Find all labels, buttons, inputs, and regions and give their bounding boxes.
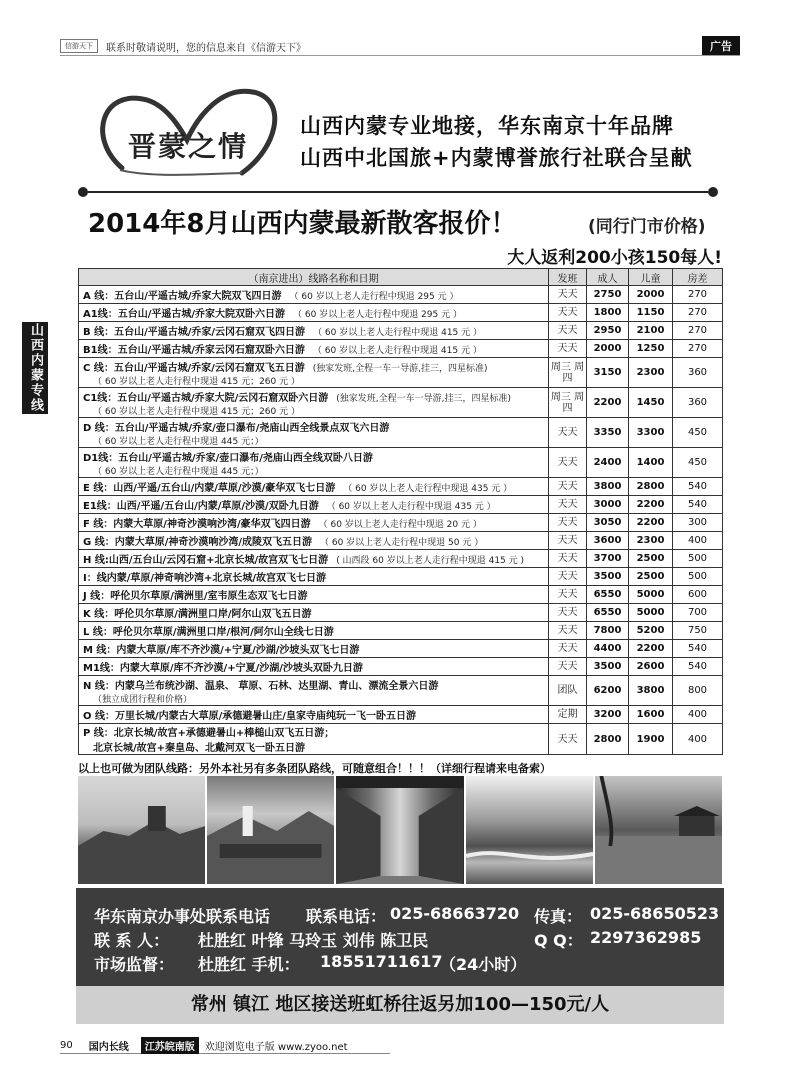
pickup-surcharge-banner: 常州 镇江 地区接送班虹桥往返另加100—150元/人 [76, 986, 724, 1024]
cell-route [79, 604, 549, 622]
cell-adult-price: 2800 [587, 724, 629, 755]
cell-schedule: 周三 周四 [549, 358, 587, 388]
headline-title: 2014年8月山西内蒙最新散客报价！ [88, 209, 517, 239]
route-note: （ 60 岁以上老人走行程中现退 435 元 ） [343, 484, 513, 494]
cell-adult-price: 3000 [587, 496, 629, 514]
cell-route [79, 388, 549, 418]
photo-strip [78, 776, 722, 884]
supervisor-name: 杜胜红 手机： [198, 955, 300, 974]
cell-route [79, 640, 549, 658]
table-row [79, 724, 723, 755]
cell-room-diff: 300 [673, 514, 723, 532]
cell-child-price: 1150 [629, 304, 673, 322]
cell-child-price: 5000 [629, 586, 673, 604]
cell-child-price: 1450 [629, 388, 673, 418]
route-name: D 线：五台山/平遥古城/乔家/壶口瀑布/尧庙山西全线景点双飞六日游 [83, 422, 390, 434]
table-row [79, 706, 723, 724]
cell-room-diff: 540 [673, 640, 723, 658]
cell-schedule: 天天 [549, 496, 587, 514]
cell-schedule: 天天 [549, 724, 587, 755]
cell-room-diff: 540 [673, 478, 723, 496]
supervisor-label: 市场监督： [94, 955, 175, 974]
cell-schedule: 天天 [549, 586, 587, 604]
cell-room-diff: 450 [673, 418, 723, 448]
headline-note: (同行门市价格) [588, 217, 706, 237]
cell-route [79, 658, 549, 676]
cell-child-price: 3300 [629, 418, 673, 448]
cell-adult-price: 3600 [587, 532, 629, 550]
route-sub-note: （ 60 岁以上老人走行程中现退 415 元；260 元 ） [93, 406, 300, 417]
photo-ancient-city [78, 776, 205, 884]
table-row [79, 286, 723, 304]
cell-child-price: 2200 [629, 514, 673, 532]
contact-block [76, 888, 724, 986]
route-name: A1线：五台山/平遥古城/乔家大院双卧六日游 [83, 309, 286, 320]
route-name: I：线内蒙/草原/神奇响沙湾+北京长城/故宫双飞七日游 [83, 573, 327, 584]
cell-room-diff: 540 [673, 496, 723, 514]
route-name: N 线：内蒙乌兰布统沙湖、温泉、 草原、石林、达里湖、青山、漂流全景六日游 [83, 680, 439, 692]
route-name: A 线：五台山/平遥古城/乔家大院双飞四日游 [83, 291, 282, 302]
cell-room-diff: 500 [673, 550, 723, 568]
cell-schedule: 天天 [549, 568, 587, 586]
table-row [79, 622, 723, 640]
route-note: （ 60 岁以上老人走行程中现退 435 元 ） [326, 502, 496, 512]
cell-adult-price: 2750 [587, 286, 629, 304]
cell-schedule: 天天 [549, 448, 587, 478]
cell-schedule: 天天 [549, 418, 587, 448]
route-name: M 线：内蒙大草原/库不齐沙漠/+宁夏/沙湖/沙坡头双飞七日游 [83, 645, 360, 656]
cell-route [79, 622, 549, 640]
edition-badge: 江苏皖南版 [141, 1037, 199, 1054]
table-row [79, 568, 723, 586]
cell-room-diff: 400 [673, 532, 723, 550]
route-sub-note: （ 60 岁以上老人走行程中现退 415 元；260 元 ） [93, 376, 300, 387]
table-row [79, 658, 723, 676]
photo-temple-mountain [207, 776, 334, 884]
section-side-tab: 山西内蒙专线 [22, 322, 48, 414]
cell-route [79, 532, 549, 550]
bottom-bar [60, 1038, 390, 1054]
cell-schedule: 天天 [549, 622, 587, 640]
cell-child-price: 1600 [629, 706, 673, 724]
route-name: C 线：五台山/平遥古城/乔家/云冈石窟双飞五日游 [83, 362, 305, 374]
route-note: ( 山西段 60 岁以上老人走行程中现退 415 元 ) [336, 556, 525, 566]
cell-room-diff: 270 [673, 286, 723, 304]
cell-room-diff: 600 [673, 586, 723, 604]
route-name-line2: 北京长城/故宫+秦皇岛、北戴河双飞一卧五日游 [93, 743, 306, 754]
cell-route [79, 304, 549, 322]
cell-room-diff: 360 [673, 388, 723, 418]
table-row [79, 514, 723, 532]
cell-route [79, 340, 549, 358]
route-name: D1线：五台山/平遥古城/乔家/壶口瀑布/尧庙山西全线双卧八日游 [83, 452, 373, 464]
cell-schedule: 天天 [549, 640, 587, 658]
table-row [79, 448, 723, 478]
table-row [79, 340, 723, 358]
table-row [79, 496, 723, 514]
cell-room-diff: 360 [673, 358, 723, 388]
ornamental-divider [76, 185, 720, 199]
header-schedule: 发班 [549, 269, 587, 286]
cell-adult-price: 1800 [587, 304, 629, 322]
route-name: E 线：山西/平遥/五台山/内蒙/草原/沙漠/豪华双飞七日游 [83, 483, 336, 494]
table-row [79, 604, 723, 622]
cell-schedule: 团队 [549, 676, 587, 706]
cell-adult-price: 6550 [587, 604, 629, 622]
route-note: （ 60 岁以上老人走行程中现退 295 元 ） [293, 310, 462, 320]
cell-adult-price: 2200 [587, 388, 629, 418]
route-note: （ 60 岁以上老人走行程中现退 415 元 ） [312, 346, 482, 356]
route-name: C1线：五台山/平遥古城/乔家大院/云冈石窟双卧六日游 [83, 392, 329, 404]
cell-child-price: 5200 [629, 622, 673, 640]
cell-child-price: 2500 [629, 568, 673, 586]
cell-adult-price: 2950 [587, 322, 629, 340]
cell-room-diff: 800 [673, 676, 723, 706]
contact-people: 杜胜红 叶锋 马玲玉 刘伟 陈卫民 [198, 931, 429, 950]
route-name: B1线：五台山/平遥古城/乔家云冈石窟双卧六日游 [83, 345, 305, 356]
supervisor-mobile: 18551711617 [320, 952, 443, 971]
table-row [79, 418, 723, 448]
cell-schedule: 天天 [549, 532, 587, 550]
cell-room-diff: 270 [673, 304, 723, 322]
photo-grassland-river [466, 776, 593, 884]
contact-row-supervisor [94, 952, 724, 976]
header-route: （南京进出）线路名称和日期 [79, 269, 549, 286]
ad-label: 广告 [702, 36, 740, 56]
table-row [79, 550, 723, 568]
cell-room-diff: 270 [673, 340, 723, 358]
cell-schedule: 周三 周四 [549, 388, 587, 418]
cell-schedule: 天天 [549, 550, 587, 568]
table-row [79, 304, 723, 322]
cell-route [79, 676, 549, 706]
section-name: 国内长线 [88, 1042, 129, 1053]
cell-schedule: 天天 [549, 478, 587, 496]
table-row [79, 388, 723, 418]
cell-child-price: 1900 [629, 724, 673, 755]
cell-adult-price: 3500 [587, 568, 629, 586]
cell-child-price: 1400 [629, 448, 673, 478]
cell-child-price: 2300 [629, 358, 673, 388]
cell-adult-price: 4400 [587, 640, 629, 658]
cell-adult-price: 2000 [587, 340, 629, 358]
cell-schedule: 定期 [549, 706, 587, 724]
cell-room-diff: 450 [673, 448, 723, 478]
fax-number: 025-68650523 [590, 904, 720, 923]
cell-room-diff: 540 [673, 658, 723, 676]
header-adult: 成人 [587, 269, 629, 286]
cell-child-price: 2200 [629, 496, 673, 514]
contact-row-people [94, 928, 724, 952]
cell-room-diff: 270 [673, 322, 723, 340]
cell-child-price: 2500 [629, 550, 673, 568]
header-child: 儿童 [629, 269, 673, 286]
fax-label: 传真： [534, 907, 583, 926]
route-name: E1线：山西/平遥/五台山/内蒙/草原/沙漠/双卧九日游 [83, 501, 319, 512]
photo-lake-pavilion [595, 776, 722, 884]
cell-room-diff: 750 [673, 622, 723, 640]
cell-adult-price: 3350 [587, 418, 629, 448]
route-sub-note: （ 60 岁以上老人走行程中现退 445 元；） [93, 466, 264, 477]
cell-route [79, 706, 549, 724]
table-row [79, 322, 723, 340]
cell-schedule: 天天 [549, 304, 587, 322]
route-note: （ 60 岁以上老人走行程中现退 20 元 ） [318, 520, 482, 530]
cell-adult-price: 3800 [587, 478, 629, 496]
table-row [79, 478, 723, 496]
route-note: (独家发班,全程一车一导游,挂三，四星标准) [336, 393, 512, 404]
cell-route [79, 568, 549, 586]
cell-child-price: 2800 [629, 478, 673, 496]
cell-child-price: 1250 [629, 340, 673, 358]
route-name: P 线：北京长城/故宫+承德避暑山+棒槌山双飞五日游； [83, 728, 335, 739]
route-note: （ 60 岁以上老人走行程中现退 415 元 ） [313, 328, 482, 338]
route-name: H 线:山西/五台山/云冈石窟+北京长城/故宫双飞七日游 [83, 555, 329, 566]
cell-route [79, 358, 549, 388]
photo-courtyard-alley [336, 776, 463, 884]
cell-adult-price: 3700 [587, 550, 629, 568]
rebate-text: 大人返利200小孩150每人! [507, 248, 722, 268]
table-row [79, 358, 723, 388]
route-name: L 线：呼伦贝尔草原/满洲里口岸/根河/阿尔山全线七日游 [83, 627, 334, 638]
route-name: G 线：内蒙大草原/神奇沙漠响沙湾/成陵双飞五日游 [83, 537, 312, 548]
route-name: J 线：呼伦贝尔草原/满洲里/室韦原生态双飞七日游 [83, 591, 308, 602]
qq-number: 2297362985 [590, 928, 702, 947]
phone-label: 联系电话： [306, 907, 387, 926]
table-header-row [79, 269, 723, 286]
cell-route [79, 724, 549, 755]
contact-row-phone [94, 904, 724, 928]
cell-child-price: 2200 [629, 640, 673, 658]
cell-adult-price: 7800 [587, 622, 629, 640]
cell-child-price: 5000 [629, 604, 673, 622]
table-row [79, 640, 723, 658]
cell-child-price: 3800 [629, 676, 673, 706]
brand-slogan-2: 山西中北国旅+内蒙博誉旅行社联合呈献 [300, 146, 693, 170]
page-number: 90 [60, 1040, 73, 1051]
cell-adult-price: 2400 [587, 448, 629, 478]
cell-route [79, 586, 549, 604]
route-name: K 线：呼伦贝尔草原/满洲里口岸/阿尔山双飞五日游 [83, 609, 312, 620]
cell-route [79, 448, 549, 478]
cell-child-price: 2300 [629, 532, 673, 550]
cell-adult-price: 6200 [587, 676, 629, 706]
cell-route [79, 322, 549, 340]
cell-adult-price: 3500 [587, 658, 629, 676]
cell-adult-price: 3150 [587, 358, 629, 388]
header-room: 房差 [673, 269, 723, 286]
price-table [78, 268, 723, 755]
phone-number: 025-68663720 [390, 904, 520, 923]
publisher-logo: 信游天下 [60, 39, 98, 53]
cell-room-diff: 400 [673, 706, 723, 724]
table-row [79, 532, 723, 550]
cell-schedule: 天天 [549, 322, 587, 340]
group-tour-footnote: 以上也可做为团队线路：另外本社另有多条团队路线，可随意组合！！！（详细行程请来电备索） [78, 762, 551, 775]
cell-room-diff: 500 [673, 568, 723, 586]
cell-route [79, 478, 549, 496]
route-sub-note: （独立成团行程和价格） [93, 694, 193, 705]
cell-schedule: 天天 [549, 658, 587, 676]
cell-schedule: 天天 [549, 286, 587, 304]
cell-adult-price: 6550 [587, 586, 629, 604]
cell-route [79, 286, 549, 304]
route-name: F 线：内蒙大草原/神奇沙漠响沙湾/豪华双飞四日游 [83, 519, 311, 530]
table-row [79, 676, 723, 706]
cell-schedule: 天天 [549, 604, 587, 622]
cell-adult-price: 3200 [587, 706, 629, 724]
cell-adult-price: 3050 [587, 514, 629, 532]
route-name: B 线：五台山/平遥古城/乔家/云冈石窟双飞四日游 [83, 327, 306, 338]
cell-route [79, 496, 549, 514]
cell-child-price: 2000 [629, 286, 673, 304]
cell-child-price: 2100 [629, 322, 673, 340]
route-note: （ 60 岁以上老人走行程中现退 50 元 ） [320, 538, 484, 548]
route-name: M1线：内蒙大草原/库不齐沙漠/+宁夏/沙湖/沙坡头双卧九日游 [83, 663, 363, 674]
cell-child-price: 2600 [629, 658, 673, 676]
top-bar [60, 36, 740, 56]
cell-route [79, 550, 549, 568]
cell-room-diff: 400 [673, 724, 723, 755]
brand-slogan-1: 山西内蒙专业地接，华东南京十年品牌 [300, 114, 674, 138]
people-label: 联 系 人： [94, 931, 170, 950]
route-note: (独家发班,全程一车一导游,挂三，四星标准) [312, 363, 488, 374]
cell-room-diff: 700 [673, 604, 723, 622]
cell-schedule: 天天 [549, 514, 587, 532]
cell-route [79, 514, 549, 532]
route-name: O 线：万里长城/内蒙古大草原/承德避暑山庄/皇家寺庙纯玩一飞一卧五日游 [83, 711, 416, 722]
cell-route [79, 418, 549, 448]
contact-notice: 联系时敬请说明，您的信息来自《信游天下》 [106, 42, 306, 54]
cell-schedule: 天天 [549, 340, 587, 358]
website-link[interactable]: 欢迎浏览电子版 www.zyoo.net [204, 1042, 348, 1053]
qq-label: Q Q： [534, 931, 583, 950]
table-row [79, 586, 723, 604]
route-note: （ 60 岁以上老人走行程中现退 295 元 ） [289, 292, 459, 302]
top-divider [60, 55, 740, 56]
office-label: 华东南京办事处联系电话 [94, 907, 271, 926]
brand-name: 晋蒙之情 [128, 130, 249, 163]
route-sub-note: （ 60 岁以上老人走行程中现退 445 元；） [93, 436, 264, 447]
mobile-note: （24小时） [440, 955, 527, 974]
